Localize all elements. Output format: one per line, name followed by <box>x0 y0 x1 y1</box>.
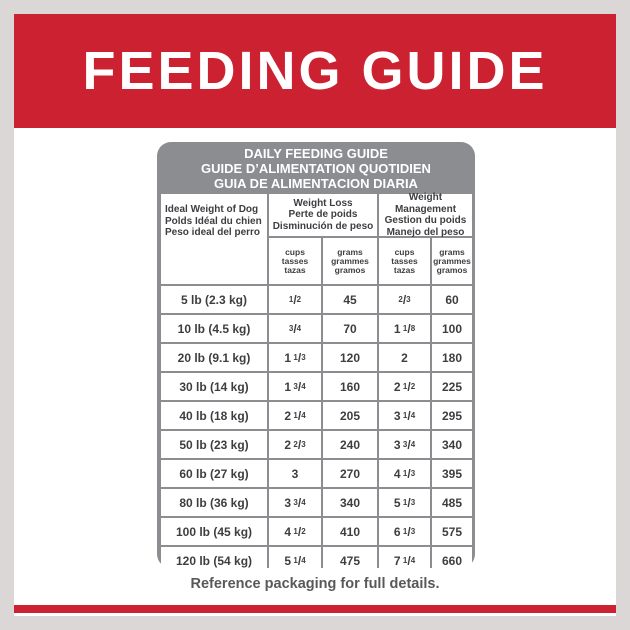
feeding-guide-table <box>157 142 475 568</box>
unit-header-line: tasses <box>391 255 418 266</box>
dog-weight-cell: 10 lb (4.5 kg) <box>161 315 267 342</box>
page-title: FEEDING GUIDE <box>82 41 548 101</box>
weight-management-header-line: Weight Management <box>394 192 457 215</box>
weight-management-cups-cell: 3 3 / 4 <box>379 431 430 458</box>
unit-header <box>323 238 377 284</box>
dog-weight-cell: 50 lb (23 kg) <box>161 431 267 458</box>
unit-header-line: tazas <box>284 264 306 275</box>
header-banner <box>14 14 616 128</box>
dog-weight-cell: 80 lb (36 kg) <box>161 489 267 516</box>
weight-loss-grams-cell: 205 <box>323 402 377 429</box>
unit-header-line: grams <box>337 246 363 257</box>
weight-loss-cups-cell: 1 3 / 4 <box>269 373 321 400</box>
weight-loss-cups-cell: 4 1 / 2 <box>269 518 321 545</box>
weight-management-cups-cell: 7 1 / 4 <box>379 547 430 574</box>
table-title-line: DAILY FEEDING GUIDE <box>244 146 388 161</box>
weight-loss-grams-cell: 270 <box>323 460 377 487</box>
weight-loss-cups-cell: 2 1 / 4 <box>269 402 321 429</box>
unit-header-line: gramos <box>436 264 468 275</box>
weight-loss-header-line: Disminución de peso <box>272 220 374 232</box>
table-title-line: GUIDE D’ALIMENTATION QUOTIDIEN <box>201 161 431 176</box>
weight-loss-header <box>269 194 377 236</box>
weight-management-cups-cell: 2 1 / 2 <box>379 373 430 400</box>
weight-loss-cups-cell: 1 / 2 <box>269 286 321 313</box>
weight-loss-grams-cell: 240 <box>323 431 377 458</box>
unit-header-line: tasses <box>281 255 309 266</box>
weight-loss-cups-cell: 5 1 / 4 <box>269 547 321 574</box>
weight-management-header-line: Manejo del peso <box>386 226 465 238</box>
weight-management-cups-cell: 4 1 / 3 <box>379 460 430 487</box>
weight-header-line: Peso ideal del perro <box>165 227 261 238</box>
footer-note: Reference packaging for full details. <box>190 576 440 592</box>
weight-management-cups-cell: 1 1 / 8 <box>379 315 430 342</box>
weight-column-header <box>161 194 267 284</box>
weight-header-line: Ideal Weight of Dog <box>165 204 259 215</box>
dog-weight-cell: 40 lb (18 kg) <box>161 402 267 429</box>
dog-weight-cell: 30 lb (14 kg) <box>161 373 267 400</box>
unit-header <box>269 238 321 284</box>
weight-management-grams-cell: 180 <box>432 344 472 371</box>
weight-management-grams-cell: 660 <box>432 547 472 574</box>
weight-header-line: Polds Idéal du chien <box>165 215 262 227</box>
weight-management-grams-cell: 485 <box>432 489 472 516</box>
weight-management-grams-cell: 340 <box>432 431 472 458</box>
weight-management-grams-cell: 575 <box>432 518 472 545</box>
weight-management-grams-cell: 100 <box>432 315 472 342</box>
table-title-line: GUIA DE ALIMENTACION DIARIA <box>214 176 418 191</box>
dog-weight-cell: 120 lb (54 kg) <box>161 547 267 574</box>
weight-management-cups-cell: 3 1 / 4 <box>379 402 430 429</box>
weight-management-grams-cell: 225 <box>432 373 472 400</box>
weight-loss-grams-cell: 160 <box>323 373 377 400</box>
weight-management-grams-cell: 60 <box>432 286 472 313</box>
weight-loss-cups-cell: 3 3 / 4 <box>269 489 321 516</box>
unit-header-line: grammes <box>331 255 369 266</box>
weight-management-grams-cell: 295 <box>432 402 472 429</box>
dog-weight-cell: 5 lb (2.3 kg) <box>161 286 267 313</box>
weight-loss-cups-cell: 2 2 / 3 <box>269 431 321 458</box>
weight-loss-cups-cell: 1 1 / 3 <box>269 344 321 371</box>
weight-loss-grams-cell: 340 <box>323 489 377 516</box>
weight-management-cups-cell: 5 1 / 3 <box>379 489 430 516</box>
weight-management-cups-cell: 2 / 3 <box>379 286 430 313</box>
page <box>14 14 616 616</box>
dog-weight-cell: 100 lb (45 kg) <box>161 518 267 545</box>
weight-management-cups-cell: 2 <box>379 344 430 371</box>
unit-header-line: grams <box>439 246 465 257</box>
bottom-bar <box>14 605 616 613</box>
weight-loss-cups-cell: 3 / 4 <box>269 315 321 342</box>
unit-header <box>379 238 430 284</box>
weight-loss-grams-cell: 70 <box>323 315 377 342</box>
weight-management-header-line: Gestion du poids <box>384 215 467 226</box>
dog-weight-cell: 20 lb (9.1 kg) <box>161 344 267 371</box>
unit-header-line: tazas <box>393 264 416 275</box>
weight-loss-grams-cell: 410 <box>323 518 377 545</box>
weight-loss-cups-cell: 3 <box>269 460 321 487</box>
weight-loss-header-line: Perte de poids <box>288 209 358 221</box>
weight-management-grams-cell: 395 <box>432 460 472 487</box>
unit-header-line: grammes <box>433 255 471 266</box>
dog-weight-cell: 60 lb (27 kg) <box>161 460 267 487</box>
weight-management-cups-cell: 6 1 / 3 <box>379 518 430 545</box>
weight-loss-grams-cell: 120 <box>323 344 377 371</box>
weight-management-header <box>379 194 472 236</box>
unit-header-line: gramos <box>334 264 366 275</box>
unit-header-line: cups <box>285 246 305 257</box>
unit-header-line: cups <box>394 246 415 257</box>
weight-loss-grams-cell: 475 <box>323 547 377 574</box>
table-title <box>157 146 475 191</box>
weight-loss-header-line: Weight Loss <box>293 197 353 209</box>
unit-header <box>432 238 472 284</box>
weight-loss-grams-cell: 45 <box>323 286 377 313</box>
